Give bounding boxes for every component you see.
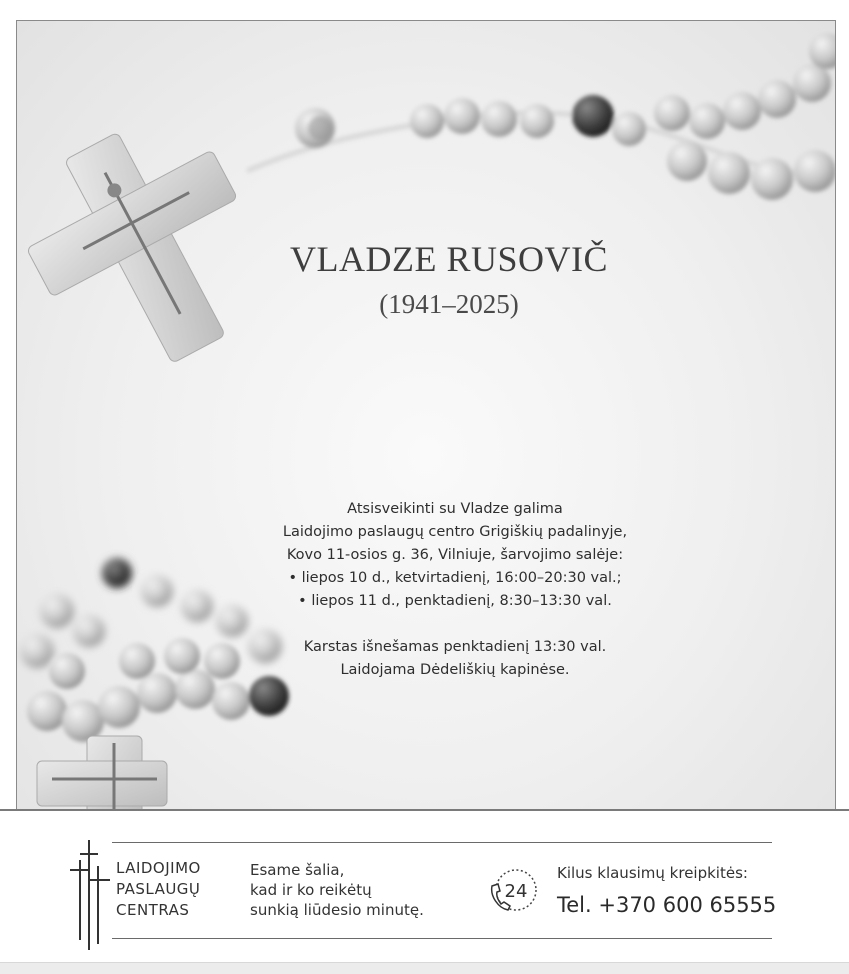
triple-cross-icon (66, 840, 112, 950)
logo-line: CENTRAS (116, 901, 190, 919)
rosary-photo-frame (16, 20, 836, 811)
company-slogan (250, 860, 424, 920)
logo-line: LAIDOJIMO (116, 859, 201, 877)
burial-line: Laidojama Dėdeliškių kapinėse. (340, 662, 570, 678)
photo-bottom-rule (0, 809, 849, 811)
contact-phone[interactable]: Tel. +370 600 65555 (557, 893, 777, 917)
life-years: (1941–2025) (379, 289, 519, 319)
slogan-line: sunkią liūdesio minutę. (250, 901, 424, 919)
info-line: Kovo 11-osios g. 36, Vilniuje, šarvojimo salėje: (286, 547, 624, 563)
info-spacer (0, 613, 849, 636)
burial-line: Karstas išnešamas penktadienį 13:30 val. (303, 639, 607, 655)
info-line: • liepos 10 d., ketvirtadienį, 16:00–20:30 val.; (288, 570, 622, 586)
info-line: • liepos 11 d., penktadienį, 8:30–13:30 val. (298, 593, 612, 609)
contact-label: Kilus klausimų kreipkitės: (557, 864, 748, 882)
deceased-name: VLADZE RUSOVIČ (290, 239, 608, 279)
phone-24h-icon (486, 864, 542, 920)
rosary-background-image (17, 21, 835, 811)
slogan-line: kad ir ko reikėtų (250, 881, 372, 899)
company-logo-text (116, 858, 201, 921)
footer-top-rule (112, 842, 772, 843)
slogan-line: Esame šalia, (250, 861, 345, 879)
funeral-info (0, 498, 849, 682)
info-line: Atsisveikinti su Vladze galima (347, 501, 563, 517)
footer-bottom-rule (112, 938, 772, 939)
logo-line: PASLAUGŲ (116, 880, 201, 898)
bottom-strip (0, 962, 849, 974)
info-line: Laidojimo paslaugų centro Grigiškių padalinyje, (282, 524, 628, 540)
hotline-badge-text: 24 (504, 881, 528, 902)
